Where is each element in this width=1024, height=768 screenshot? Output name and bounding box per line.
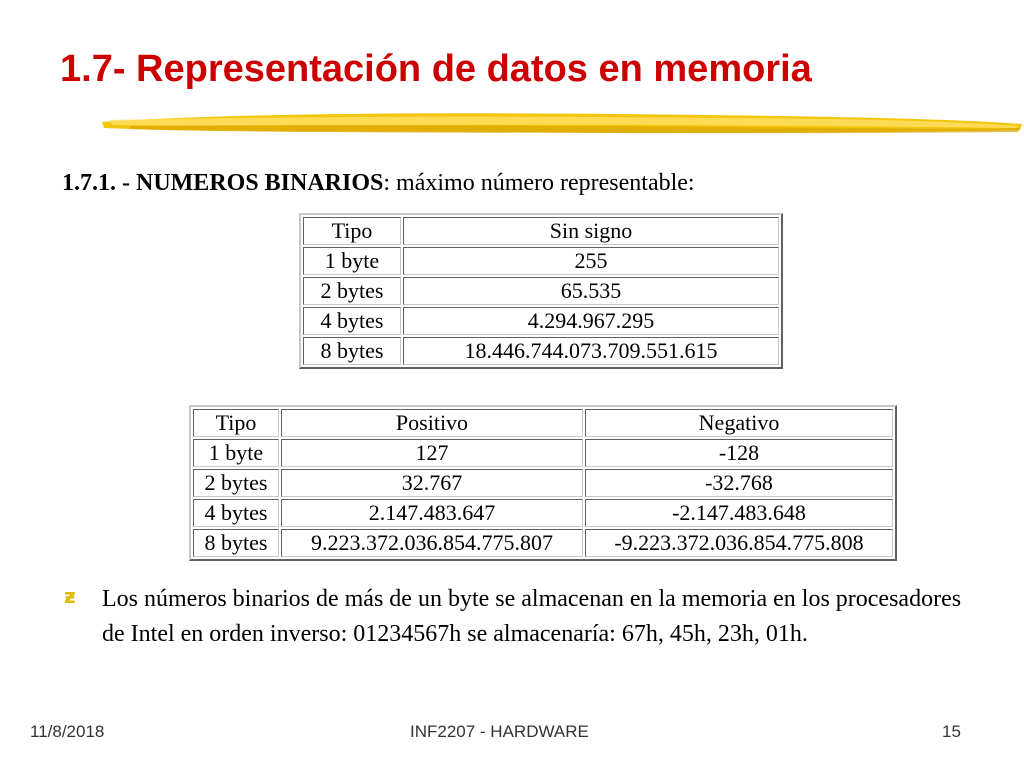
footer-page-number: 15 [942, 722, 961, 741]
slide-title: 1.7- Representación de datos en memoria [60, 48, 812, 90]
unsigned-range-table [299, 213, 783, 369]
table-cell: 4 bytes [193, 499, 279, 527]
table-cell: 32.767 [281, 469, 583, 497]
table-cell: 4.294.967.295 [403, 307, 779, 335]
table-header-cell: Tipo [193, 409, 279, 437]
section-subtitle [62, 170, 695, 197]
table-cell: 1 byte [193, 439, 279, 467]
section-subtitle-rest: : máximo número representable: [383, 170, 695, 196]
footer-date: 11/8/2018 [30, 722, 105, 741]
table-header-row [193, 409, 893, 437]
table-cell: 255 [403, 247, 779, 275]
table-cell: 18.446.744.073.709.551.615 [403, 337, 779, 365]
table-cell: -32.768 [585, 469, 893, 497]
signed-range-table [189, 405, 897, 561]
table-row [303, 247, 779, 275]
table-cell: 1 byte [303, 247, 401, 275]
table-cell: 9.223.372.036.854.775.807 [281, 529, 583, 557]
table-header-cell: Negativo [585, 409, 893, 437]
footer-course: INF2207 - HARDWARE [410, 722, 589, 741]
table-header-row [303, 217, 779, 245]
table-row [193, 499, 893, 527]
table-row [303, 307, 779, 335]
table-cell: 8 bytes [303, 337, 401, 365]
table-cell: -2.147.483.648 [585, 499, 893, 527]
table-header-cell: Sin signo [403, 217, 779, 245]
table-row [193, 439, 893, 467]
table-cell: 65.535 [403, 277, 779, 305]
title-underline-brush [100, 104, 1024, 140]
z-bullet-icon: ƶ [64, 584, 76, 608]
table-cell: 4 bytes [303, 307, 401, 335]
table-row [303, 277, 779, 305]
table-cell: 127 [281, 439, 583, 467]
table-row [193, 469, 893, 497]
table-row [303, 337, 779, 365]
bullet-text: Los números binarios de más de un byte se almacenan en la memoria en los procesadores de Intel en orden inverso: 01234567h se almacenaría: 67h, 45h, 23h, 01h. [102, 586, 962, 647]
table-cell: 2 bytes [193, 469, 279, 497]
table-cell: -9.223.372.036.854.775.808 [585, 529, 893, 557]
table-cell: 8 bytes [193, 529, 279, 557]
section-subtitle-bold: 1.7.1. - NUMEROS BINARIOS [62, 170, 384, 196]
table-cell: 2 bytes [303, 277, 401, 305]
table-header-cell: Positivo [281, 409, 583, 437]
table-row [193, 529, 893, 557]
table-cell: 2.147.483.647 [281, 499, 583, 527]
table-header-cell: Tipo [303, 217, 401, 245]
table-cell: -128 [585, 439, 893, 467]
